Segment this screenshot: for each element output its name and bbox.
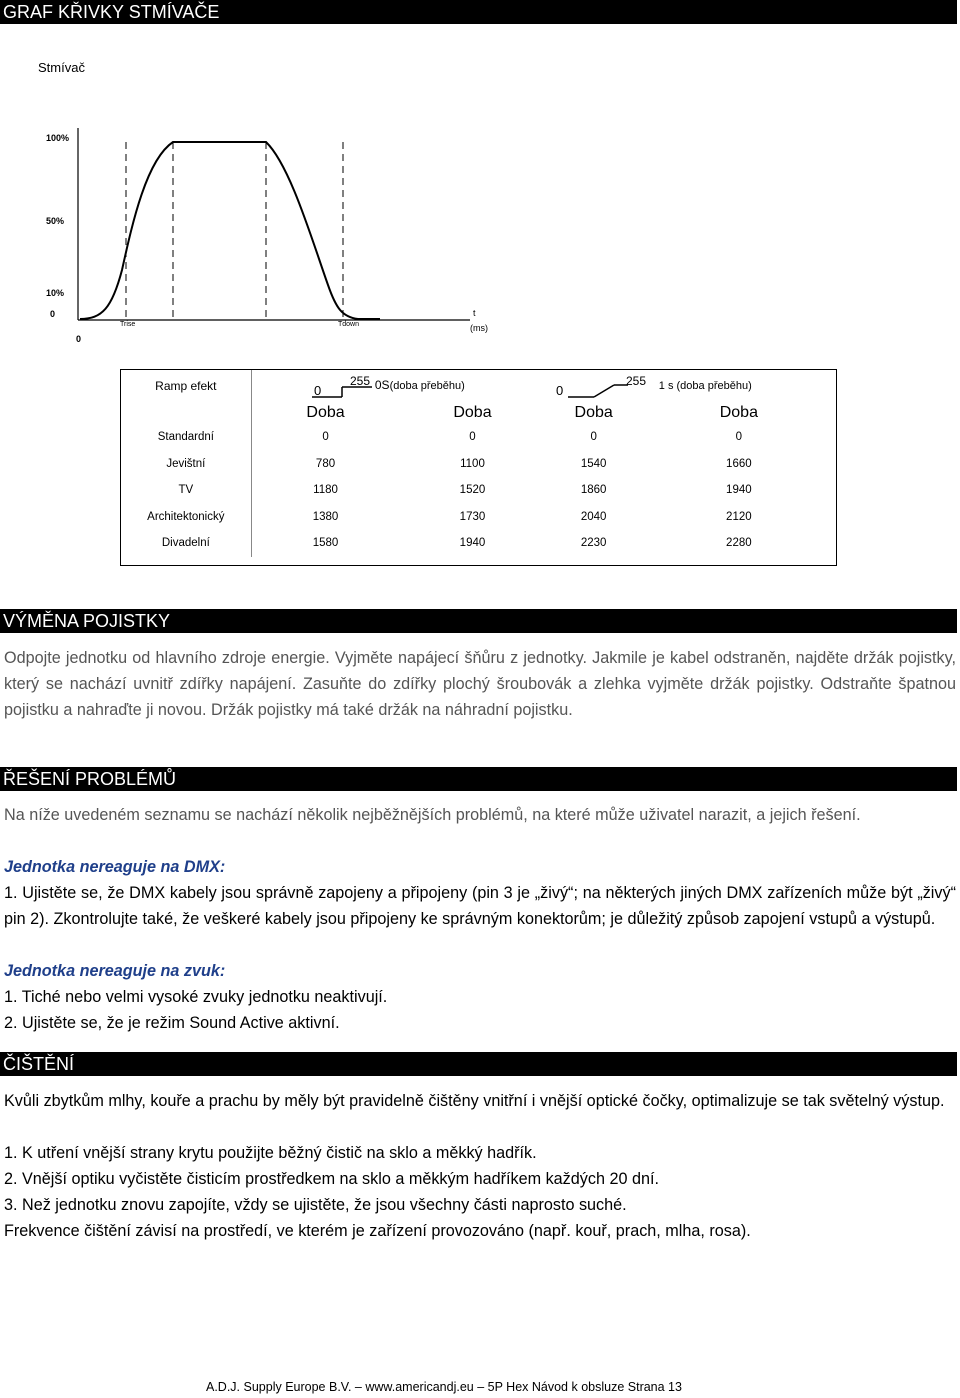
doba-header-1: Doba (306, 404, 345, 421)
x-origin-label: 0 (76, 334, 82, 344)
svg-text:255: 255 (349, 374, 370, 388)
table-row: TV 1180 1520 1860 1940 (121, 477, 836, 504)
trouble-sound-heading: Jednotka nereaguje na zvuk: (4, 962, 226, 980)
doba-header-3: Doba (574, 404, 613, 421)
icon1-caption: (doba přeběhu) (389, 380, 465, 393)
icon2-caption: 1 s (doba přeběhu) (658, 380, 752, 393)
doba-header-2: Doba (453, 404, 492, 421)
icon1-cell (251, 370, 545, 402)
fuse-section-title: VÝMĚNA POJISTKY (0, 609, 957, 633)
cleaning-step-1: 1. K utření vnější strany krytu použijte běžný čistič na sklo a měkký hadřík. (4, 1144, 537, 1162)
cleaning-frequency: Frekvence čištění závisí na prostředí, ve kterém je zařízení provozováno (např. kouř, prach, mlha, rosa). (4, 1222, 751, 1240)
trouble-section-title: ŘEŠENÍ PROBLÉMŮ (0, 767, 957, 791)
cleaning-section-title: ČIŠTĚNÍ (0, 1052, 957, 1076)
y-label-50: 50% (46, 216, 65, 226)
ramp-table (120, 369, 837, 566)
y-label-10: 10% (46, 288, 65, 298)
trouble-sound-step-2: 2. Ujistěte se, že je režim Sound Active aktivní. (4, 1014, 340, 1032)
trouble-sound-step-1: 1. Tiché nebo velmi vysoké zvuky jednotku neaktivují. (4, 988, 388, 1006)
ramp-effect-label-cell (121, 370, 251, 402)
trouble-dmx-text: 1. Ujistěte se, že DMX kabely jsou správně zapojeny a připojeny (pin 3 je „živý“; na některých jiných DMX zařízeních může být „živý“ pin 2). Zkontrolujte také, že veškeré kabely jsou připojeny ke správným konektorům; je důležitý způsob zapojení vstupů a výstupů. (4, 884, 956, 928)
t-down-label: Tdown (338, 321, 360, 328)
svg-text:255: 255 (625, 374, 646, 388)
x-axis-label-unit: (ms) (470, 323, 488, 333)
svg-text:0: 0 (313, 383, 321, 398)
icon1-caption-prefix: 0S (374, 378, 390, 393)
icon2-cell (546, 370, 836, 402)
cleaning-intro: Kvůli zbytkům mlhy, kouře a prachu by měly být pravidelně čištěny vnitřní i vnější optické čočky, optimalizuje se tak světelný výstup. (4, 1092, 945, 1110)
y-label-0: 0 (50, 309, 56, 319)
table-row: Standardní 0 0 0 0 (121, 424, 836, 451)
graph-section-title: GRAF KŘIVKY STMÍVAČE (0, 0, 957, 24)
svg-text:0: 0 (555, 383, 563, 398)
cleaning-step-3: 3. Než jednotku znovu zapojíte, vždy se ujistěte, že jsou všechny části naprosto suché. (4, 1196, 627, 1214)
table-row: Architektonický 1380 1730 2040 2120 (121, 504, 836, 531)
dimmer-curve-chart (40, 120, 500, 350)
trouble-intro: Na níže uvedeném seznamu se nachází několik nejběžnějších problémů, na které může uživatel narazit, a jejich řešení. (4, 806, 861, 824)
table-row: Jevištní 780 1100 1540 1660 (121, 451, 836, 478)
page-footer: A.D.J. Supply Europe B.V. – www.americandj.eu – 5P Hex Návod k obsluze Strana 13 (206, 1380, 682, 1394)
ramp-effect-label: Ramp efekt (155, 379, 217, 393)
chart-subtitle: Stmívač (38, 60, 85, 75)
cleaning-step-2: 2. Vnější optiku vyčistěte čisticím prostředkem na sklo a měkkým hadříkem každých 20 dní. (4, 1170, 659, 1188)
curve-line (80, 142, 380, 319)
x-axis-label-t: t (473, 308, 476, 318)
table-row: Divadelní 1580 1940 2230 2280 (121, 530, 836, 557)
y-label-100: 100% (46, 133, 70, 143)
trouble-dmx-heading: Jednotka nereaguje na DMX: (4, 858, 226, 876)
t-rise-label: Trise (120, 321, 136, 328)
fuse-paragraph: Odpojte jednotku od hlavního zdroje energie. Vyjměte napájecí šňůru z jednotky. Jakmile je kabel odstraněn, najděte držák pojistky, který se nachází uvnitř zdířky napájení. Zasuňte do zdířky plochý šroubovák a zlehka vyjměte držák pojistky. Odstraňte špatnou pojistku a nahraďte ji novou. Držák pojistky má také držák na náhradní pojistku. (4, 649, 956, 719)
ramp-zero-time-icon (312, 373, 372, 399)
ramp-one-second-icon (554, 373, 650, 399)
doba-header-4: Doba (719, 404, 758, 421)
